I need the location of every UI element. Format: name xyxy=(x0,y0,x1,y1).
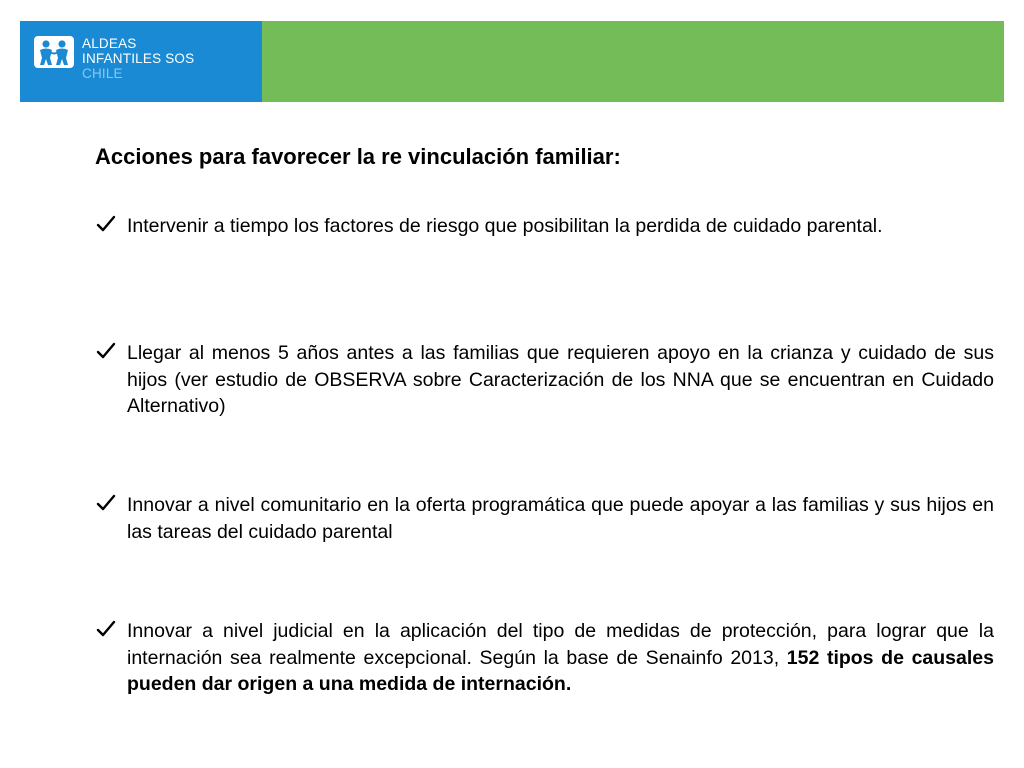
bullet-text: Innovar a nivel comunitario en la oferta programática que puede apoyar a las familias y sus hijos en las tareas del cuidado parental xyxy=(127,494,994,543)
bullet-text-regular: Innovar a nivel judicial en la aplicación del tipo de medidas de protección, para lograr que la internación sea realmente excepcional. Según la base de Senainfo 2013, xyxy=(127,620,994,669)
bullet-item xyxy=(96,618,994,698)
bullet-item xyxy=(96,340,994,420)
slide-title: Acciones para favorecer la re vinculación familiar: xyxy=(95,144,621,169)
bullet-text xyxy=(127,618,994,698)
brand-name xyxy=(82,36,194,81)
checkmark-icon xyxy=(96,619,116,639)
checkmark-icon xyxy=(96,214,116,234)
bullet-text: Intervenir a tiempo los factores de riesgo que posibilitan la perdida de cuidado parental. xyxy=(127,215,883,237)
sos-children-logo-icon xyxy=(34,36,74,68)
bullet-item xyxy=(96,213,994,240)
brand-line-2: INFANTILES SOS xyxy=(82,51,195,66)
header-green-band xyxy=(262,21,1004,102)
brand-line-1: ALDEAS xyxy=(82,36,137,51)
bullet-text-bold: 152 tipos de causales pueden dar origen a una medida de internación. xyxy=(127,646,994,695)
bullet-text: Llegar al menos 5 años antes a las familias que requieren apoyo en la crianza y cuidado de sus hijos (ver estudio de OBSERVA sobre Caracterización de los NNA que se encuentran en Cuidado Alternativo) xyxy=(127,342,994,417)
brand-line-3: CHILE xyxy=(82,66,123,81)
checkmark-icon xyxy=(96,493,116,513)
checkmark-icon xyxy=(96,341,116,361)
bullet-item xyxy=(96,492,994,545)
